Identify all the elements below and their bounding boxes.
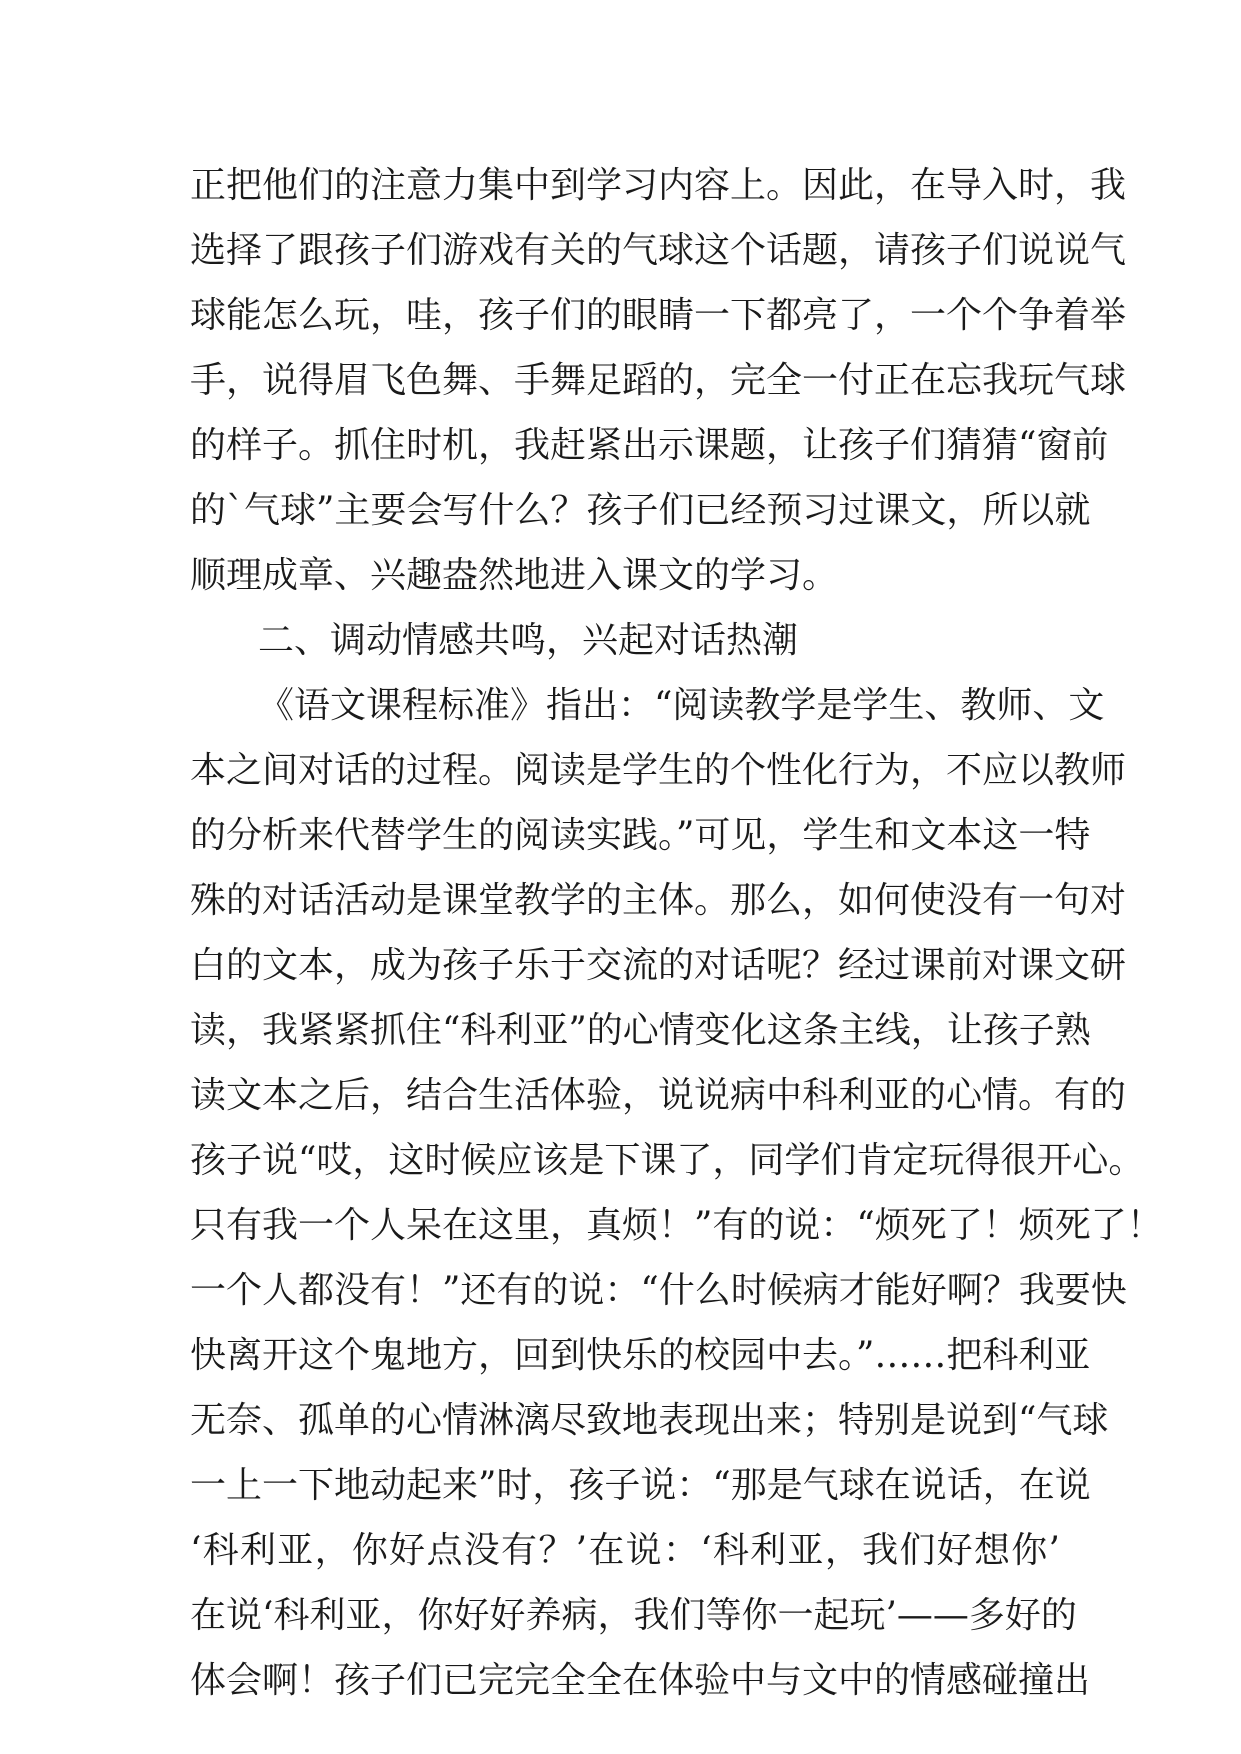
text-line: 在说‘科利亚，你好好养病，我们等你一起玩’——多好的 [190,1595,1077,1636]
text-line: 的`气球”主要会写什么？孩子们已经预习过课文，所以就 [190,490,1091,531]
text-line: 的样子。抓住时机，我赶紧出示课题，让孩子们猜猜“窗前 [190,425,1109,466]
text-line: 球能怎么玩，哇，孩子们的眼睛一下都亮了，一个个争着举 [190,295,1127,336]
text-line: 读，我紧紧抓住“科利亚”的心情变化这条主线，让孩子熟 [190,1010,1091,1051]
text-line: 的分析来代替学生的阅读实践。”可见，学生和文本这一特 [190,815,1091,856]
text-line: 无奈、孤单的心情淋漓尽致地表现出来；特别是说到“气球 [190,1400,1109,1441]
text-line: 《语文课程标准》指出：“阅读教学是学生、教师、文 [258,685,1105,726]
text-line: 一上一下地动起来”时，孩子说：“那是气球在说话，在说 [190,1465,1091,1506]
text-line: 正把他们的注意力集中到学习内容上。因此，在导入时，我 [190,165,1127,206]
text-line: 读文本之后，结合生活体验，说说病中科利亚的心情。有的 [190,1075,1127,1116]
text-line: 孩子说“哎，这时候应该是下课了，同学们肯定玩得很开心。 [190,1140,1145,1181]
text-line: 快离开这个鬼地方，回到快乐的校园中去。”……把科利亚 [190,1335,1091,1376]
text-line: 选择了跟孩子们游戏有关的气球这个话题，请孩子们说说气 [190,230,1127,271]
text-line: 手，说得眉飞色舞、手舞足蹈的，完全一付正在忘我玩气球 [190,360,1127,401]
text-line: 顺理成章、兴趣盎然地进入课文的学习。 [190,555,839,596]
text-line: 本之间对话的过程。阅读是学生的个性化行为，不应以教师 [190,750,1127,791]
text-line: 只有我一个人呆在这里，真烦！”有的说：“烦死了！烦死了！ [190,1205,1163,1246]
text-line: ‘科利亚，你好点没有？’在说：‘科利亚，我们好想你’ [190,1530,1060,1571]
text-line: 白的文本，成为孩子乐于交流的对话呢？经过课前对课文研 [190,945,1127,986]
text-line: 体会啊！孩子们已完完全全在体验中与文中的情感碰撞出 [190,1660,1091,1701]
section-heading: 二、调动情感共鸣，兴起对话热潮 [258,620,799,661]
text-line: 一个人都没有！”还有的说：“什么时候病才能好啊？我要快 [190,1270,1127,1311]
text-line: 殊的对话活动是课堂教学的主体。那么，如何使没有一句对 [190,880,1127,921]
